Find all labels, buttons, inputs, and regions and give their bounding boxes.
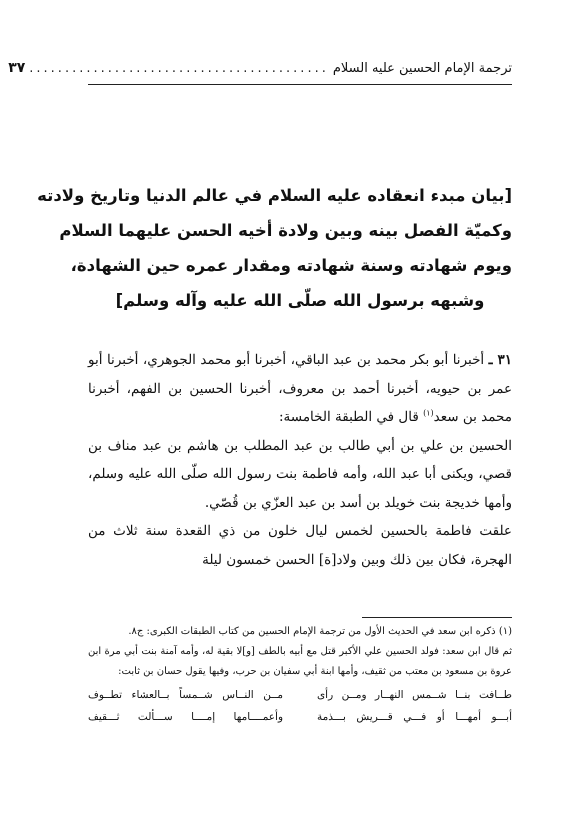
section-heading-line: [بيان مبدء انعقاده عليه السلام في عالم الدنيا وتاريخ ولادته [37,186,512,205]
poem-verse [88,706,512,728]
footnote-1-continuation: ثم قال ابن سعد: فولد الحسين علي الأكبر قتل مع أبيه بالطف [و]لا بقية له، وأمه آمنة بنت أبي مرة ابن عروة بن مسعود بن معتب من ثقيف، وأمها ابنة أبي سفيان بن حرب، وفيها يقول حسان بن ثابت: [88,646,512,677]
paragraph-conception: علقت فاطمة بالحسين لخمس ليال خلون من ذي القعدة سنة ثلاث من الهجرة، فكان بين ذلك وبين ولاد[ة] الحسن خمسون ليلة [88,523,512,568]
verse-second-hemistich: وأعمــــامها إمــــا ســـألت ثـــقيف [88,711,284,723]
footnote-rule [362,617,512,618]
paragraph-lineage: الحسين بن علي بن أبي طالب بن عبد المطلب بن هاشم بن عبد مناف بن قصي، ويكنى أبا عبد الله، وأمه فاطمة بنت رسول الله صلّى الله عليه وسلم، وأمها خديجة بنت خويلد بن أسد بن عبد العزّي بن قُصّي. [88,437,512,511]
verse-first-hemistich: طــافت بنــا شــمس النهــار ومــن رأى [316,689,512,701]
section-heading-line: وكميّة الفصل بينه وبين ولادة أخيه الحسن عليهما السلام [59,221,512,240]
paragraph-number: ٣١ ـ [488,352,512,368]
section-heading [37,178,512,318]
section-heading-line: وشبهه برسول الله صلّى الله عليه وآله وسلم] [115,291,485,310]
footnotes [88,622,512,728]
verse-first-hemistich: أبـــو أمهـــا أو فـــي قـــريش بـــذمة [316,711,512,723]
verse-second-hemistich: مــن النــاس شــمساً بــالعشاء تطــوف [88,689,284,701]
page-number: ٣٧ [8,60,26,76]
footnote-1: (١) ذكره ابن سعد في الحديث الأول من ترجمة الإمام الحسين من كتاب الطبقات الكبرى: ج٨. [128,626,512,637]
header-rule [88,84,512,85]
paragraph-31 [88,346,512,432]
poem-verse [88,684,512,706]
running-header-leader-dots: .......................................... [29,61,329,76]
section-heading-line: ويوم شهادته وسنة شهادته ومقدار عمره حين الشهادة، [70,256,512,275]
footnote-marker[interactable]: (١) [423,408,434,418]
paragraph-text: أخبرنا أبو بكر محمد بن عبد الباقي، أخبرنا أبو محمد الجوهري، أخبرنا أبو عمر بن حيويه، أخبرنا أحمد بن معروف، أخبرنا الحسين بن الفهم، أخبرنا محمد بن سعد [88,352,512,425]
paragraph-text: قال في الطبقة الخامسة: [278,409,419,425]
body-text [88,346,512,574]
running-header-title: ترجمة الإمام الحسين عليه السلام [332,61,512,76]
running-header [8,60,512,82]
poem [88,684,512,728]
